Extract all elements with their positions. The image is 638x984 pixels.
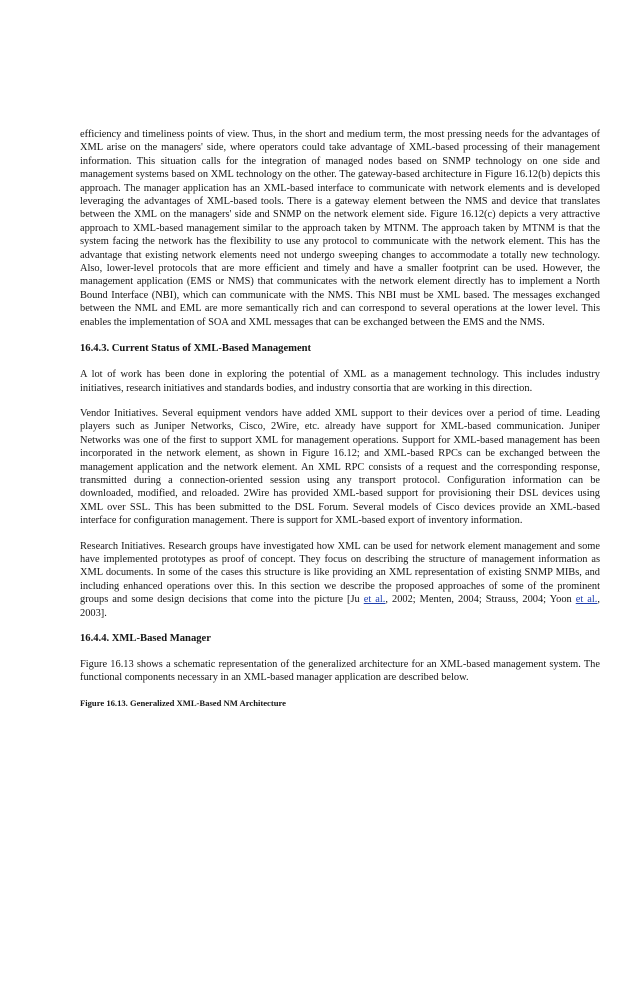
research-text-mid: , 2002; Menten, 2004; Strauss, 2004; Yoon: [385, 594, 576, 606]
paragraph-vendor-initiatives: Vendor Initiatives. Several equipment vendors have added XML support to their devices over a period of time. Leading players such as Juniper Networks, Cisco, 2Wire, etc. already have support for XML-based communication. Juniper Networks was one of the first to support XML for management operations. Support for XML-based management has been incorporated in the network element, as shown in Figure 16.12; and XML-based RPCs can be exchanged between the management application and the network element. An XML RPC consists of a request and the corresponding response, transmitted during a connection-oriented session using any transport protocol. Configuration information can be downloaded, modified, and reloaded. 2Wire has provided XML-based support for provisioning their DSL devices using XML over SSL. This has been submitted to the DSL Forum. Several models of Cisco devices provide an XML-based interface for configuration management. There is support for XML-based export of inventory information.: [80, 407, 600, 527]
figure-caption: Figure 16.13. Generalized XML-Based NM Architecture: [80, 697, 286, 708]
research-text-main: Research Initiatives. Research groups have investigated how XML can be used for network element management and some have implemented prototypes as proof of concept. They focus on describing the structure of management information as XML documents. In some of the cases this structure is like providing an XML representation of existing SNMP MIBs, and including enhanced operations over this. In this section we describe the proposed approaches of some of the prominent groups and some design decisions that come into the picture [Ju: [80, 540, 600, 606]
citation-link-ju-et-al[interactable]: et al.: [363, 594, 386, 606]
section-heading-16-4-4: 16.4.4. XML-Based Manager: [80, 633, 211, 644]
citation-link-yoon-et-al[interactable]: et al.: [575, 594, 598, 606]
paragraph-research-initiatives: [80, 540, 600, 620]
document-page: [80, 128, 600, 709]
section-heading-16-4-3: 16.4.3. Current Status of XML-Based Management: [80, 343, 312, 355]
research-text-end: , 2003].: [80, 594, 600, 619]
spacer: [80, 356, 600, 368]
spacer: [80, 685, 600, 697]
spacer: [80, 528, 600, 540]
spacer: [80, 620, 600, 632]
spacer: [80, 646, 600, 658]
paragraph-current-status: A lot of work has been done in exploring the potential of XML as a management technology. This includes industry initiatives, research initiatives and standards bodies, and industry consortia that are working in this direction.: [80, 369, 600, 394]
spacer: [80, 395, 600, 407]
paragraph-gateway-architecture: efficiency and timeliness points of view. Thus, in the short and medium term, the most pressing needs for the advantages of XML arise on the managers' side, where operators could take advantage of XML-based processing of their management information. This situation calls for the integration of managed nodes based on SNMP technology on one side and management systems based on XML technology on the other. The gateway-based architecture in Figure 16.12(b) depicts this approach. The manager application has an XML-based interface to communicate with network elements and is developed leveraging the advantages of XML-based tools. There is a gateway element between the NMS and device that translates between the XML on the managers' side and SNMP on the network element side. Figure 16.12(c) depicts a very attractive approach to XML-based management similar to the approach taken by MTNM. The approach taken by MTNM is that the system facing the network has the flexibility to use any protocol to communicate with the network element. This has the advantage that existing network elements need not undergo sweeping changes to accommodate a totally new technology. Also, lower-level protocols that are more efficient and timely and have a smaller footprint can be used. However, the management application (EMS or NMS) that communicates with the network element directly has to implement a North Bound Interface (NBI), which can communicate with the NMS. This NBI must be XML based. The messages exchanged between the NML and EML are more semantically rich and can correspond to several operations at the lower level. This enables the implementation of SOA and XML messages that can be exchanged between the EMS and the NMS.: [80, 129, 600, 328]
spacer: [80, 329, 600, 342]
paragraph-xml-manager: Figure 16.13 shows a schematic representation of the generalized architecture for an XML-based management system. The functional components necessary in an XML-based manager application are described below.: [80, 659, 600, 684]
